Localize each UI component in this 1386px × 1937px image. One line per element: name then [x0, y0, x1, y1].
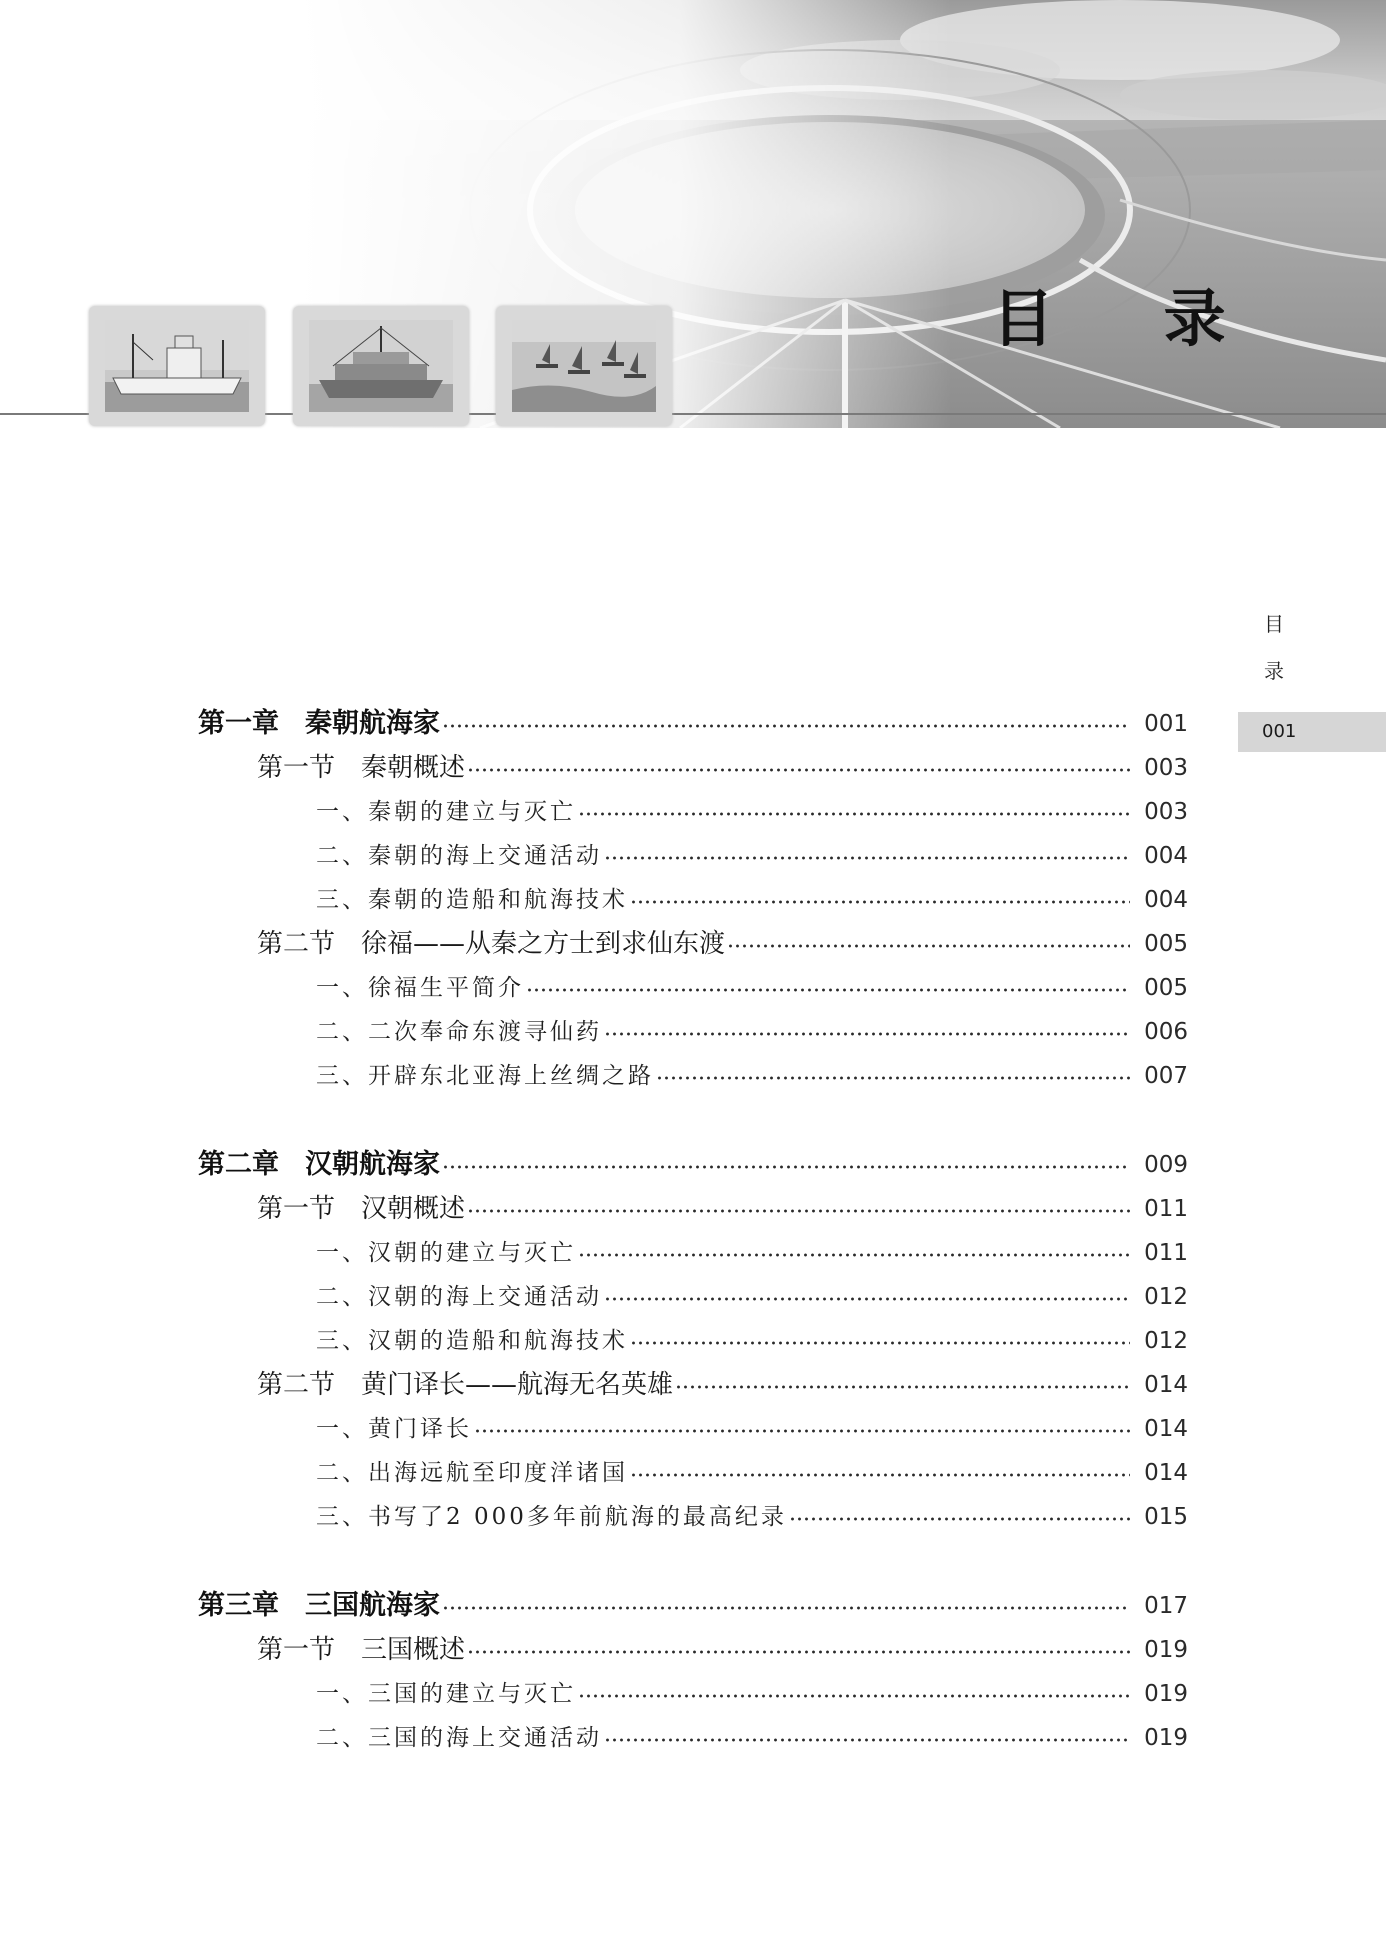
- toc-page-number: 007: [1144, 1063, 1188, 1089]
- toc-page-number: 017: [1144, 1593, 1188, 1619]
- dot-leader: [727, 943, 1130, 949]
- toc-section[interactable]: [257, 751, 1188, 785]
- toc-page-number: 019: [1144, 1637, 1188, 1663]
- toc-label: 二、汉朝的海上交通活动: [316, 1284, 602, 1310]
- dot-leader: [578, 1693, 1130, 1699]
- toc-chapter[interactable]: [198, 1148, 1188, 1182]
- toc-label: 一、汉朝的建立与灭亡: [316, 1240, 576, 1266]
- toc-page-number: 004: [1144, 843, 1188, 869]
- toc-item[interactable]: [316, 1456, 1188, 1490]
- toc-label: 第一节 汉朝概述: [257, 1194, 466, 1224]
- toc-page-number: 012: [1144, 1284, 1188, 1310]
- toc-page-number: 011: [1144, 1240, 1188, 1266]
- toc-label: 一、徐福生平简介: [316, 975, 524, 1001]
- toc-page-number: 003: [1144, 799, 1188, 825]
- toc-page-number: 014: [1144, 1460, 1188, 1486]
- toc-item[interactable]: [316, 1280, 1188, 1314]
- toc-section[interactable]: [257, 1368, 1188, 1402]
- toc-page-number: 014: [1144, 1372, 1188, 1398]
- toc-item[interactable]: [316, 839, 1188, 873]
- toc-item[interactable]: [316, 1059, 1188, 1093]
- dot-leader: [656, 1075, 1130, 1081]
- toc-label: 第二节 黄门译长——航海无名英雄: [257, 1370, 674, 1400]
- toc-page-number: 012: [1144, 1328, 1188, 1354]
- toc-label: 一、黄门译长: [316, 1416, 472, 1442]
- toc-page-number: 015: [1144, 1504, 1188, 1530]
- toc-item[interactable]: [316, 1412, 1188, 1446]
- toc-item[interactable]: [316, 1324, 1188, 1358]
- dot-leader: [442, 1164, 1130, 1170]
- toc-label: 第二章 汉朝航海家: [198, 1149, 440, 1180]
- toc-label: 三、秦朝的造船和航海技术: [316, 887, 628, 913]
- toc-page-number: 009: [1144, 1152, 1188, 1178]
- dot-leader: [526, 987, 1130, 993]
- toc-item[interactable]: [316, 1015, 1188, 1049]
- toc-label: 二、二次奉命东渡寻仙药: [316, 1019, 602, 1045]
- toc-label: 二、三国的海上交通活动: [316, 1725, 602, 1751]
- toc-section[interactable]: [257, 1192, 1188, 1226]
- toc-page-number: 005: [1144, 931, 1188, 957]
- toc-label: 三、开辟东北亚海上丝绸之路: [316, 1063, 654, 1089]
- dot-leader: [467, 767, 1130, 773]
- dot-leader: [467, 1649, 1130, 1655]
- toc-label: 一、三国的建立与灭亡: [316, 1681, 576, 1707]
- toc-label: 三、汉朝的造船和航海技术: [316, 1328, 628, 1354]
- dot-leader: [604, 855, 1130, 861]
- dot-leader: [578, 1252, 1130, 1258]
- side-tab-label-top: 目: [1264, 612, 1284, 636]
- toc-label: 二、秦朝的海上交通活动: [316, 843, 602, 869]
- dot-leader: [630, 899, 1130, 905]
- toc-page-number: 011: [1144, 1196, 1188, 1222]
- toc-label: 第一节 秦朝概述: [257, 753, 466, 783]
- toc-item[interactable]: [316, 883, 1188, 917]
- toc-item[interactable]: [316, 1677, 1188, 1711]
- toc-page-number: 005: [1144, 975, 1188, 1001]
- dot-leader: [630, 1472, 1130, 1478]
- toc-item[interactable]: [316, 1236, 1188, 1270]
- side-tab-label-bottom: 录: [1264, 659, 1284, 683]
- toc-page-number: 003: [1144, 755, 1188, 781]
- dot-leader: [630, 1340, 1130, 1346]
- toc-page-number: 019: [1144, 1681, 1188, 1707]
- toc-item[interactable]: [316, 795, 1188, 829]
- toc-label: 二、出海远航至印度洋诸国: [316, 1460, 628, 1486]
- toc-page-number: 001: [1144, 711, 1188, 737]
- page-number: 001: [1262, 721, 1297, 742]
- toc-label: 一、秦朝的建立与灭亡: [316, 799, 576, 825]
- toc-page-number: 006: [1144, 1019, 1188, 1045]
- dot-leader: [442, 723, 1130, 729]
- toc-page-number: 004: [1144, 887, 1188, 913]
- toc-section[interactable]: [257, 1633, 1188, 1667]
- toc-label: 三、书写了2 000多年前航海的最高纪录: [316, 1504, 787, 1530]
- dot-leader: [604, 1737, 1130, 1743]
- dot-leader: [467, 1208, 1130, 1214]
- dot-leader: [789, 1516, 1130, 1522]
- toc-item[interactable]: [316, 1721, 1188, 1755]
- toc-section[interactable]: [257, 927, 1188, 961]
- toc-label: 第一章 秦朝航海家: [198, 708, 440, 739]
- toc-label: 第一节 三国概述: [257, 1635, 466, 1665]
- dot-leader: [474, 1428, 1130, 1434]
- dot-leader: [604, 1031, 1130, 1037]
- toc-item[interactable]: [316, 1500, 1188, 1534]
- dot-leader: [675, 1384, 1130, 1390]
- toc-label: 第三章 三国航海家: [198, 1590, 440, 1621]
- toc-chapter[interactable]: [198, 1589, 1188, 1623]
- toc-label: 第二节 徐福——从秦之方士到求仙东渡: [257, 929, 726, 959]
- dot-leader: [604, 1296, 1130, 1302]
- toc-page-number: 014: [1144, 1416, 1188, 1442]
- toc-page-number: 019: [1144, 1725, 1188, 1751]
- toc-chapter[interactable]: [198, 707, 1188, 741]
- page-title: 目 录: [992, 282, 1270, 355]
- toc-item[interactable]: [316, 971, 1188, 1005]
- dot-leader: [578, 811, 1130, 817]
- dot-leader: [442, 1605, 1130, 1611]
